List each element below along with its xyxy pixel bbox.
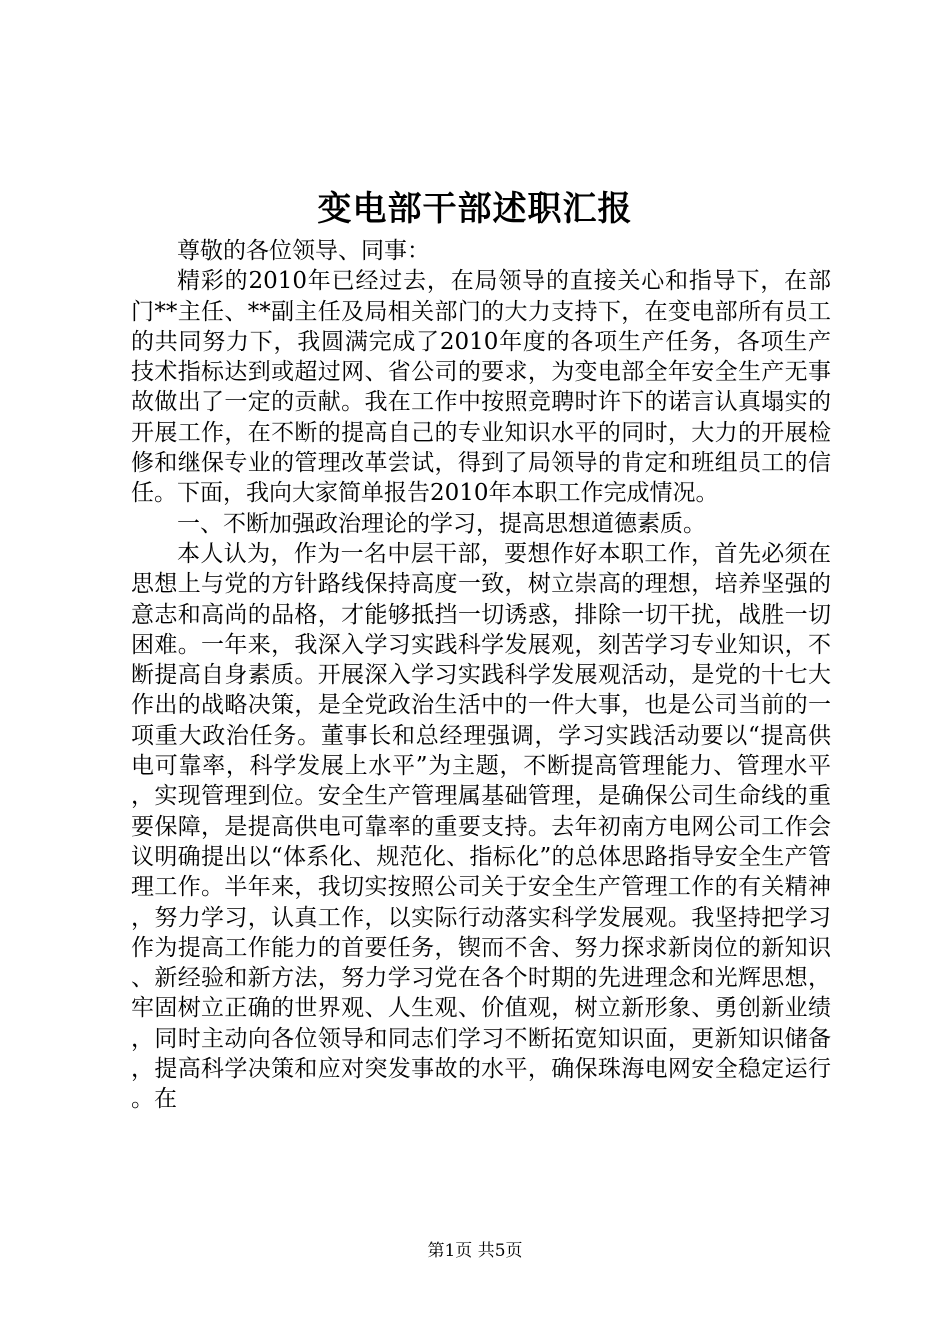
section-heading-1: 一、不断加强政治理论的学习，提高思想道德素质。: [177, 510, 706, 537]
body-paragraph: 本人认为，作为一名中层干部，要想作好本职工作，首先必须在思想上与党的方针路线保持高度一致，树立崇高的理想，培养坚强的意志和高尚的品格，才能够抵挡一切诱惑，排除一切干扰，战胜一切困难。一年来，我深入学习实践科学发展观，刻苦学习专业知识，不断提高自身素质。开展深入学习实践科学发展观活动，是党的十七大作出的战略决策，是全党政治生活中的一件大事，也是公司当前的一项重大政治任务。董事长和总经理强调，学习实践活动要以“提高供电可靠率，科学发展上水平”为主题，不断提高管理能力、管理水平，实现管理到位。安全生产管理属基础管理，是确保公司生命线的重要保障，是提高供电可靠率的重要支持。去年初南方电网公司工作会议明确提出以“体系化、规范化、指标化”的总体思路指导安全生产管理工作。半年来，我切实按照公司关于安全生产管理工作的有关精神，努力学习，认真工作，以实际行动落实科学发展观。我坚持把学习作为提高工作能力的首要任务，锲而不舍、努力探求新岗位的新知识、新经验和新方法，努力学习党在各个时期的先进理念和光辉思想，牢固树立正确的世界观、人生观、价值观，树立新形象、勇创新业绩，同时主动向各位领导和同志们学习不断拓宽知识面，更新知识储备，提高科学决策和应对突发事故的水平，确保珠海电网安全稳定运行。在: [131, 540, 831, 1113]
document-body: [131, 236, 831, 1115]
salutation-paragraph: 尊敬的各位领导、同事：: [177, 238, 430, 264]
intro-paragraph: 精彩的2010年已经过去，在局领导的直接关心和指导下，在部门**主任、**副主任及局相关部门的大力支持下，在变电部所有员工的共同努力下，我圆满完成了2010年度的各项生产任务，各项生产技术指标达到或超过网、省公司的要求，为变电部全年安全生产无事故做出了一定的贡献。我在工作中按照竞聘时许下的诺言认真塌实的开展工作，在不断的提高自己的专业知识水平的同时，大力的开展检修和继保专业的管理改革尝试，得到了局领导的肯定和班组员工的信任。下面，我向大家简单报告2010年本职工作完成情况。: [131, 268, 831, 507]
document-title: 变电部干部述职汇报: [317, 189, 633, 229]
page-footer: 第1页 共5页: [427, 1241, 523, 1261]
